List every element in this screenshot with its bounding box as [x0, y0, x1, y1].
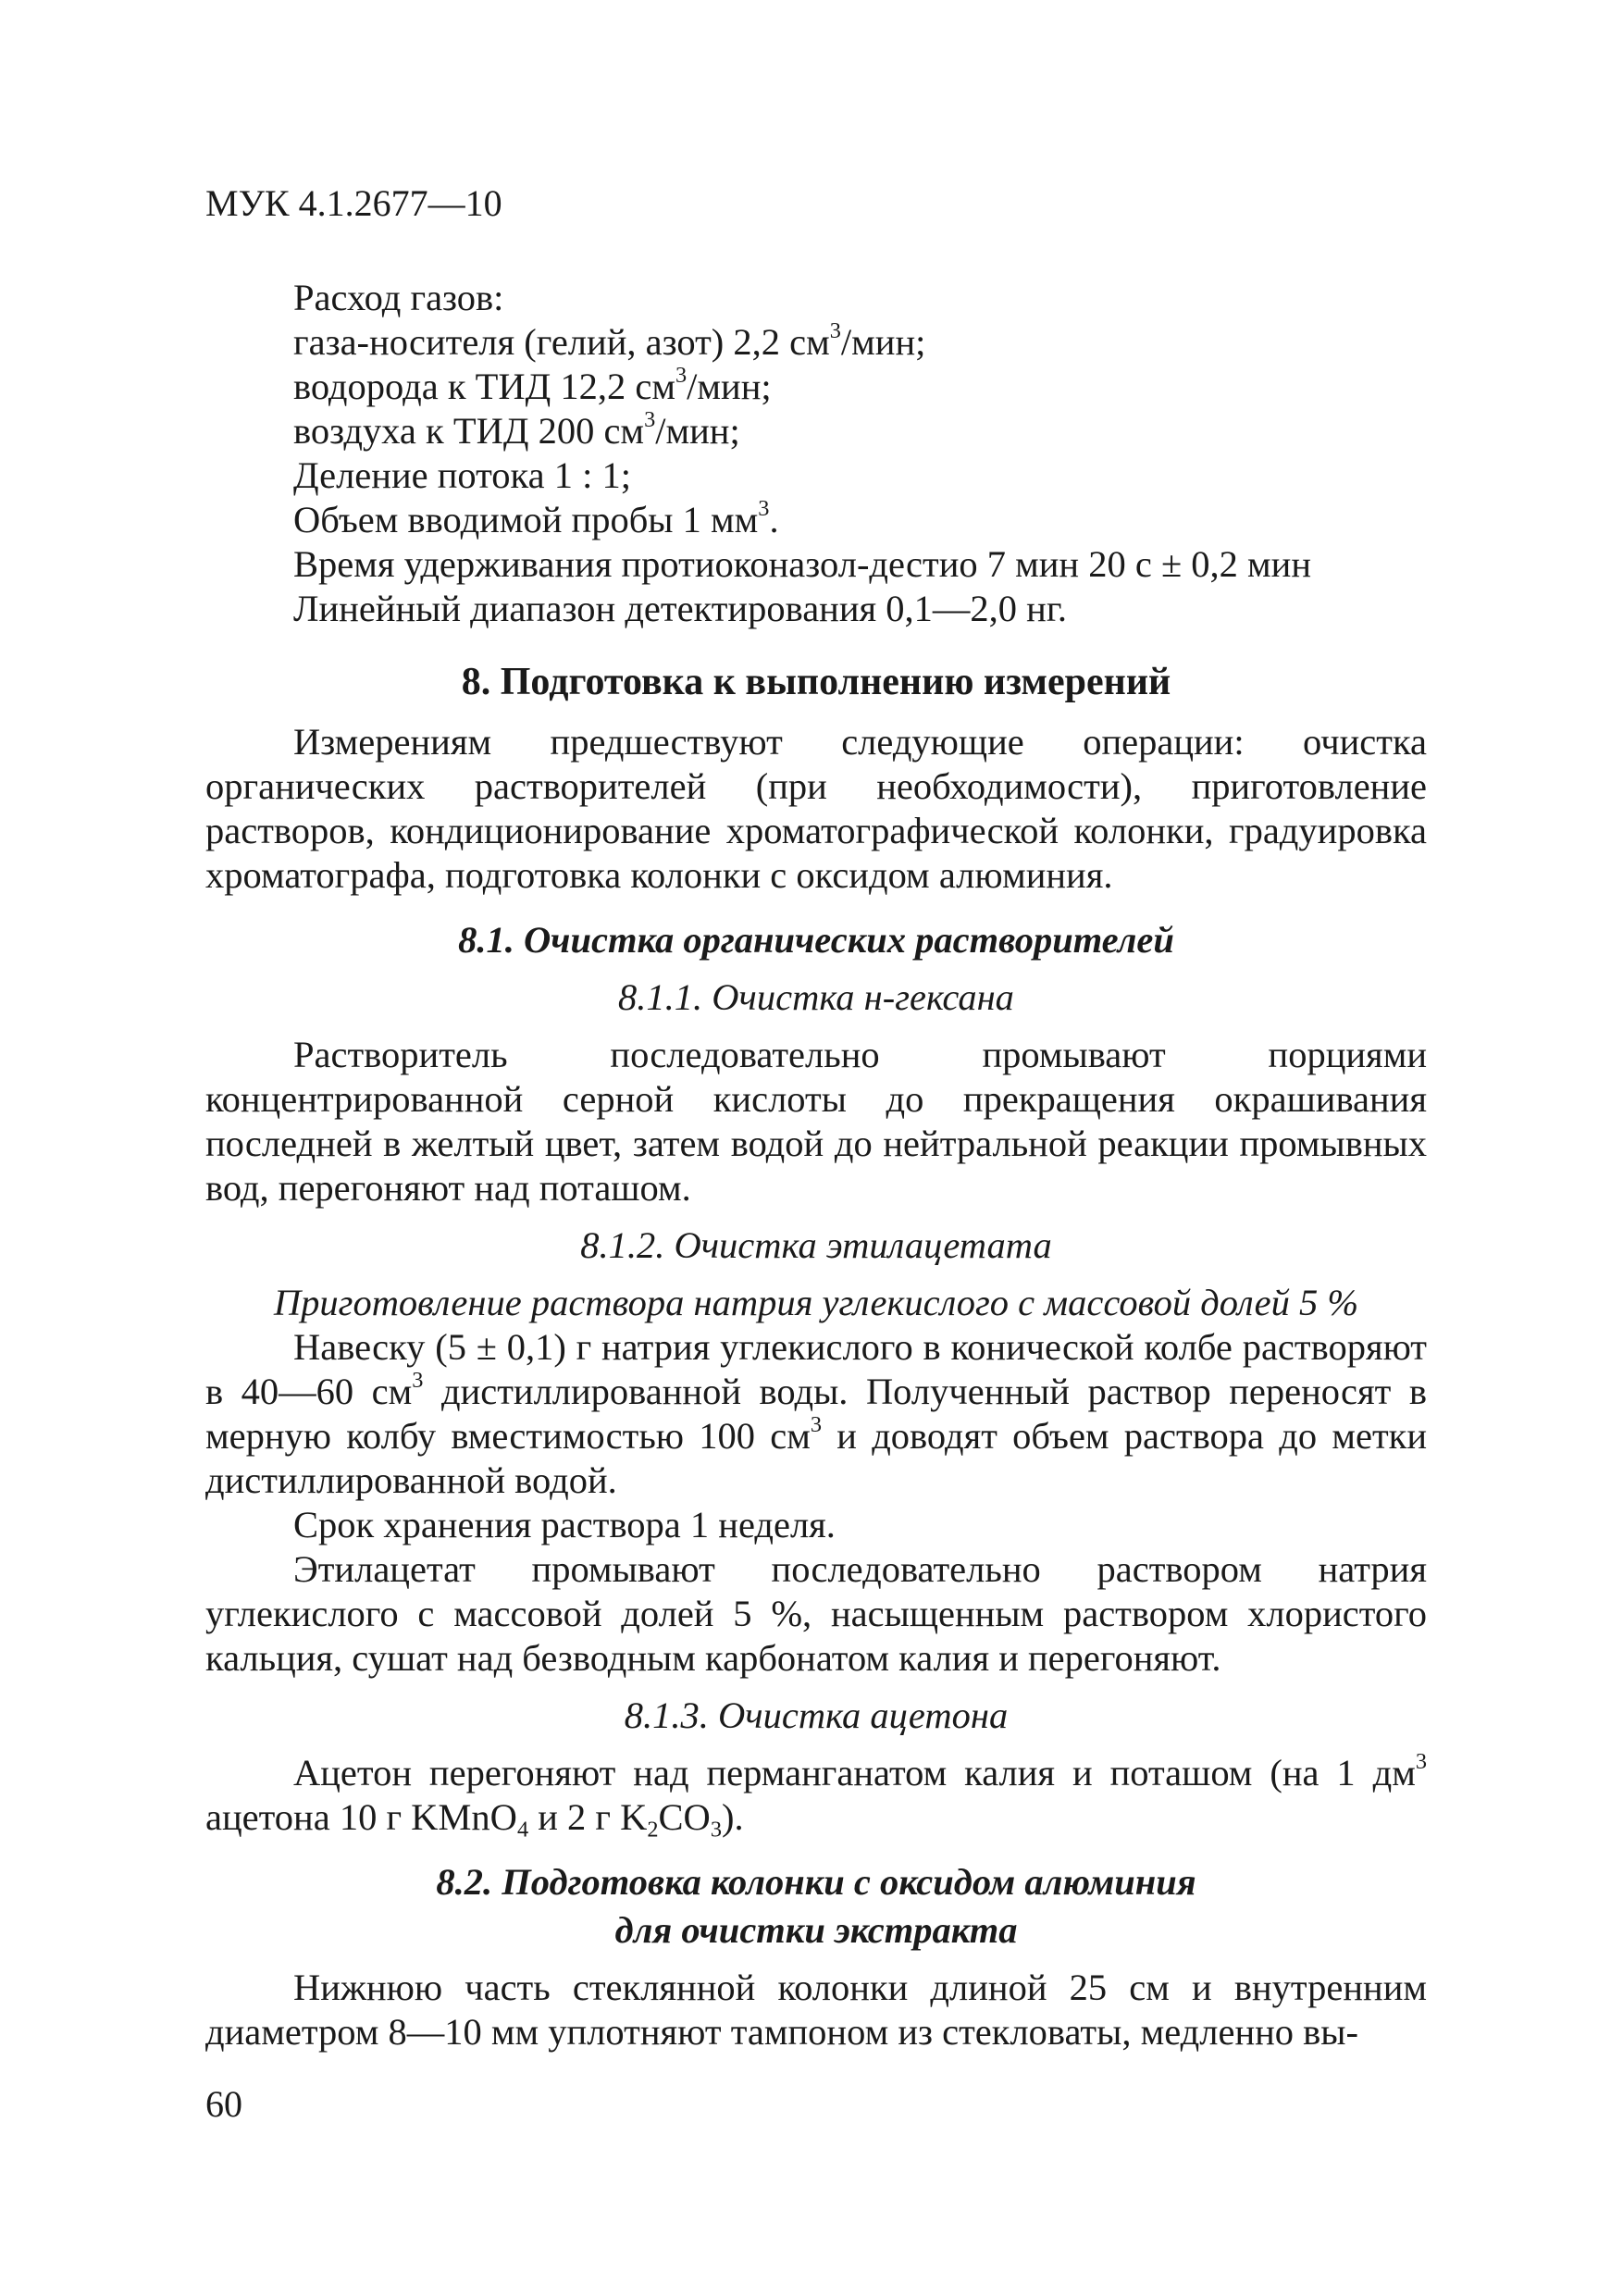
sodium-carbonate-prep-text: Навеску (5 ± 0,1) г натрия углекислого в конической колбе растворяют в 40—60 $см^3$ дистиллированной воды. Полученный раствор переносят в мерную колбу вместимостью 100 $см^3$ и доводят объем раствора до метки дистиллированной водой. [205, 1326, 1427, 1501]
hydrogen-line: водорода к ТИД 12,2 $см^3$/мин; [293, 362, 772, 407]
section-8-2-text: Нижнюю часть стеклянной колонки длиной 25 см и внутренним диаметром 8—10 мм уплотняют тампоном из стекловаты, медленно вы- [205, 1967, 1427, 2053]
section-8-1-3-heading: 8.1.3. Очистка ацетона [624, 1694, 1009, 1736]
section-8-1-heading: 8.1. Очистка органических растворителей [458, 919, 1174, 961]
gas-flow-label: Расход газов: [293, 277, 504, 318]
carrier-gas-line: газа-носителя (гелий, азот) 2,2 $см^3$/мин; [293, 317, 926, 363]
retention-time-line: Время удерживания протиоконазол-дестио 7 мин 20 с ± 0,2 мин [293, 543, 1312, 585]
section-8-2-heading-line1: 8.2. Подготовка колонки с оксидом алюминия [436, 1861, 1196, 1903]
doc-code-header: МУК 4.1.2677—10 [205, 182, 502, 224]
acetone-purification-text: Ацетон перегоняют над перманганатом калия и поташом (на 1 $дм^3$ ацетона 10 г KMnO$_4$ и 2 г $K_2CO_3$). [205, 1748, 1427, 1843]
linear-range-line: Линейный диапазон детектирования 0,1—2,0 нг. [293, 588, 1067, 629]
gas-parameters-block [205, 276, 1427, 631]
section-8-intro: Измерениям предшествуют следующие операции: очистка органических растворителей (при необходимости), приготовление растворов, кондиционирование хроматографической колонки, градуировка хроматографа, подготовка колонки с оксидом алюминия. [205, 721, 1427, 896]
section-8-2-heading-line2: для очистки экстракта [614, 1909, 1018, 1951]
section-8-1-1-heading: 8.1.1. Очистка н-гексана [618, 976, 1014, 1018]
section-8-1-1-text: Растворитель последовательно промывают порциями концентрированной серной кислоты до прекращения окрашивания последней в желтый цвет, затем водой до нейтральной реакции промывных вод, перегоняют над поташом. [205, 1034, 1427, 1209]
page-content [205, 276, 1427, 2054]
split-line: Деление потока 1 : 1; [293, 454, 631, 496]
ethyl-acetate-wash-text: Этилацетат промывают последовательно раствором натрия углекислого с массовой долей 5 %, насыщенным раствором хлористого кальция, сушат над безводным карбонатом калия и перегоняют. [205, 1548, 1427, 1679]
section-8-1-2-heading: 8.1.2. Очистка этилацетата [580, 1224, 1052, 1266]
air-line: воздуха к ТИД 200 $см^3$/мин; [293, 406, 740, 452]
section-8-heading: 8. Подготовка к выполнению измерений [461, 661, 1171, 703]
injection-volume-line: Объем вводимой пробы 1 $мм^3$. [293, 495, 779, 540]
storage-term-text: Срок хранения раствора 1 неделя. [293, 1504, 836, 1545]
page-number: 60 [205, 2083, 242, 2125]
sodium-carbonate-subheading: Приготовление раствора натрия углекислого с массовой долей 5 % [273, 1282, 1359, 1323]
